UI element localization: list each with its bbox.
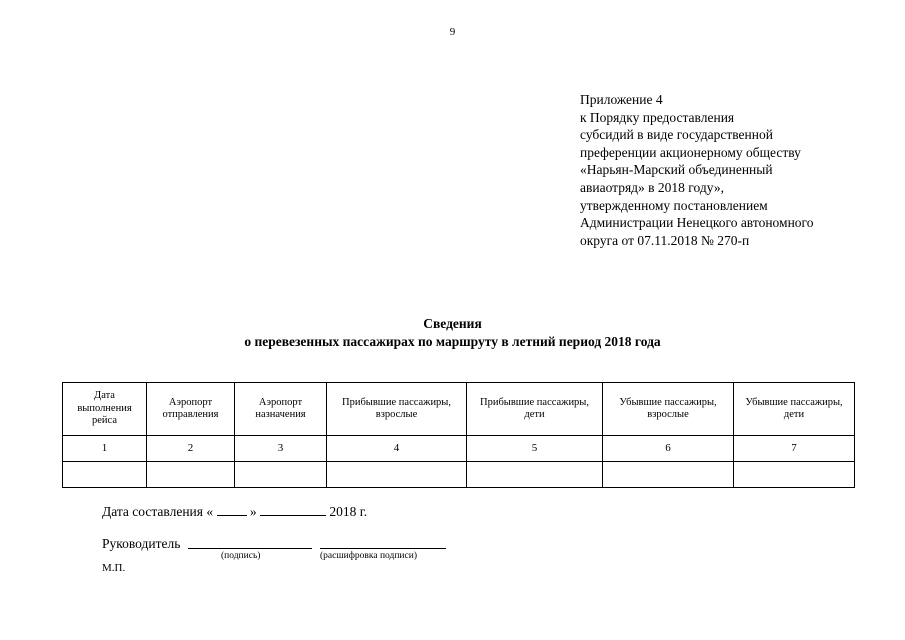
table-row-empty: [63, 462, 855, 488]
column-number: 1: [63, 436, 147, 462]
date-suffix: 2018 г.: [329, 504, 368, 519]
empty-cell[interactable]: [147, 462, 235, 488]
column-number: 3: [235, 436, 327, 462]
empty-cell[interactable]: [603, 462, 734, 488]
header-flight-date: Дата выполнения рейса: [63, 383, 147, 436]
header-arrival-airport: Аэропорт назначения: [235, 383, 327, 436]
annex-block: [580, 91, 880, 249]
table-row-numbers: [63, 436, 855, 462]
compilation-date-line: [102, 502, 367, 520]
signature-caption: (подпись): [221, 551, 261, 561]
annex-line: Приложение 4: [580, 92, 663, 107]
annex-line: авиаотряд» в 2018 году»,: [580, 179, 724, 195]
annex-line: «Нарьян-Марский объединенный: [580, 162, 773, 178]
annex-line: округа от 07.11.2018 № 270-п: [580, 232, 750, 248]
signature-blank[interactable]: [188, 548, 312, 549]
day-blank[interactable]: [217, 502, 247, 516]
decoding-caption: (расшифровка подписи): [320, 551, 417, 561]
title-line-1: Сведения: [423, 316, 482, 331]
annex-line: Администрации Ненецкого автономного: [580, 215, 814, 231]
annex-line: утвержденному постановлением: [580, 197, 768, 213]
empty-cell[interactable]: [734, 462, 855, 488]
empty-cell[interactable]: [327, 462, 467, 488]
annex-line: преференции акционерному обществу: [580, 144, 801, 160]
header-departure-airport: Аэропорт отправления: [147, 383, 235, 436]
annex-line: субсидий в виде государственной: [580, 127, 773, 143]
page-number: 9: [449, 26, 456, 38]
header-departed-adults: Убывшие пассажиры, взрослые: [603, 383, 734, 436]
head-label: Руководитель: [102, 536, 181, 551]
date-prefix: Дата составления «: [102, 504, 214, 519]
date-mid: »: [249, 504, 257, 519]
document-title: [0, 315, 905, 351]
empty-cell[interactable]: [235, 462, 327, 488]
passenger-table: [62, 382, 855, 488]
header-arrived-adults: Прибывшие пассажиры, взрослые: [327, 383, 467, 436]
column-number: 7: [734, 436, 855, 462]
empty-cell[interactable]: [63, 462, 147, 488]
header-arrived-children: Прибывшие пассажиры, дети: [467, 383, 603, 436]
column-number: 5: [467, 436, 603, 462]
table-header-row: [63, 383, 855, 436]
empty-cell[interactable]: [467, 462, 603, 488]
title-line-2: о перевезенных пассажирах по маршруту в летний период 2018 года: [244, 334, 661, 349]
annex-line: к Порядку предоставления: [580, 109, 735, 125]
signature-decoding-blank[interactable]: [320, 548, 446, 549]
column-number: 6: [603, 436, 734, 462]
header-departed-children: Убывшие пассажиры, дети: [734, 383, 855, 436]
month-blank[interactable]: [260, 502, 326, 516]
column-number: 2: [147, 436, 235, 462]
column-number: 4: [327, 436, 467, 462]
stamp-label: М.П.: [102, 562, 126, 574]
